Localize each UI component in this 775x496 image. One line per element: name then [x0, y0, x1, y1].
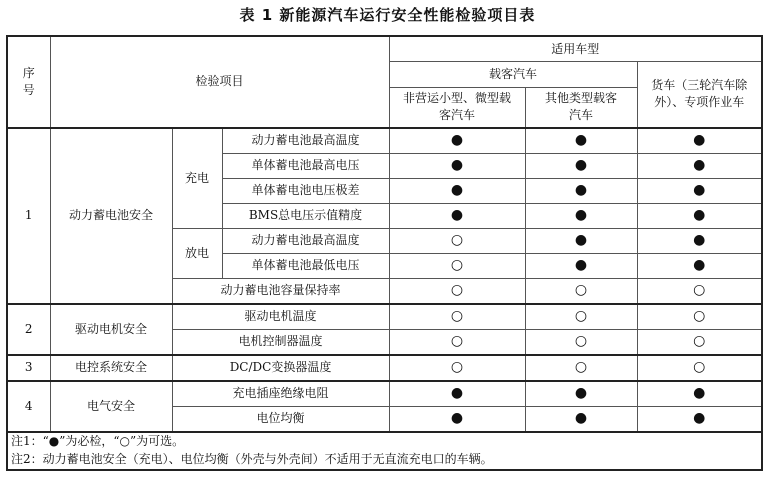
group-name: 电控系统安全 — [50, 355, 172, 381]
item-cell: 单体蓄电池电压极差 — [222, 178, 389, 203]
optional-mark-icon — [389, 253, 525, 278]
required-mark-icon — [389, 381, 525, 407]
required-mark-icon — [637, 153, 762, 178]
header-small-passenger: 非营运小型、微型载客汽车 — [389, 88, 525, 128]
optional-mark-icon — [389, 228, 525, 253]
item-cell: DC/DC变换器温度 — [172, 355, 389, 381]
optional-mark-icon — [525, 329, 637, 355]
inspection-table — [6, 35, 763, 471]
group-seq: 4 — [7, 381, 50, 432]
required-mark-icon — [525, 153, 637, 178]
item-cell: 动力蓄电池最高温度 — [222, 128, 389, 154]
optional-mark-icon — [525, 355, 637, 381]
required-mark-icon — [389, 178, 525, 203]
optional-mark-icon — [389, 278, 525, 304]
required-mark-icon — [637, 178, 762, 203]
optional-mark-icon — [389, 355, 525, 381]
header-seq: 序号 — [7, 36, 50, 128]
optional-mark-icon — [525, 304, 637, 330]
required-mark-icon — [637, 406, 762, 432]
header-passenger: 载客汽车 — [389, 62, 637, 88]
item-cell: 动力蓄电池容量保持率 — [172, 278, 389, 304]
item-cell: 单体蓄电池最低电压 — [222, 253, 389, 278]
header-item: 检验项目 — [50, 36, 389, 128]
group-seq: 3 — [7, 355, 50, 381]
item-cell: 单体蓄电池最高电压 — [222, 153, 389, 178]
required-mark-icon — [637, 253, 762, 278]
item-cell: 充电插座绝缘电阻 — [172, 381, 389, 407]
item-cell: 驱动电机温度 — [172, 304, 389, 330]
required-mark-icon — [637, 128, 762, 154]
required-mark-icon — [525, 203, 637, 228]
header-truck: 货车（三轮汽车除外）、专项作业车 — [637, 62, 762, 128]
required-mark-icon — [525, 128, 637, 154]
group-seq: 2 — [7, 304, 50, 355]
header-other-passenger: 其他类型载客汽车 — [525, 88, 637, 128]
optional-mark-icon — [637, 329, 762, 355]
required-mark-icon — [637, 228, 762, 253]
subgroup-charge: 充电 — [172, 128, 222, 229]
optional-mark-icon — [389, 304, 525, 330]
optional-mark-icon — [637, 304, 762, 330]
required-mark-icon — [389, 406, 525, 432]
required-mark-icon — [637, 203, 762, 228]
required-mark-icon — [525, 406, 637, 432]
group-name: 动力蓄电池安全 — [50, 128, 172, 304]
required-mark-icon — [525, 253, 637, 278]
optional-mark-icon — [637, 355, 762, 381]
note-1: 注1：“●”为必检，“○”为可选。 — [7, 432, 762, 451]
item-cell: BMS总电压示值精度 — [222, 203, 389, 228]
item-cell: 电机控制器温度 — [172, 329, 389, 355]
required-mark-icon — [525, 228, 637, 253]
group-name: 驱动电机安全 — [50, 304, 172, 355]
required-mark-icon — [389, 203, 525, 228]
header-applicable: 适用车型 — [389, 36, 762, 62]
optional-mark-icon — [525, 278, 637, 304]
group-seq: 1 — [7, 128, 50, 304]
required-mark-icon — [525, 178, 637, 203]
optional-mark-icon — [389, 329, 525, 355]
table-title: 表 1 新能源汽车运行安全性能检验项目表 — [239, 6, 536, 24]
item-cell: 电位均衡 — [172, 406, 389, 432]
required-mark-icon — [389, 153, 525, 178]
note-2: 注2：动力蓄电池安全（充电）、电位均衡（外壳与外壳间）不适用于无直流充电口的车辆。 — [7, 451, 762, 470]
required-mark-icon — [389, 128, 525, 154]
item-cell: 动力蓄电池最高温度 — [222, 228, 389, 253]
required-mark-icon — [637, 381, 762, 407]
required-mark-icon — [525, 381, 637, 407]
subgroup-discharge: 放电 — [172, 228, 222, 278]
group-name: 电气安全 — [50, 381, 172, 432]
optional-mark-icon — [637, 278, 762, 304]
